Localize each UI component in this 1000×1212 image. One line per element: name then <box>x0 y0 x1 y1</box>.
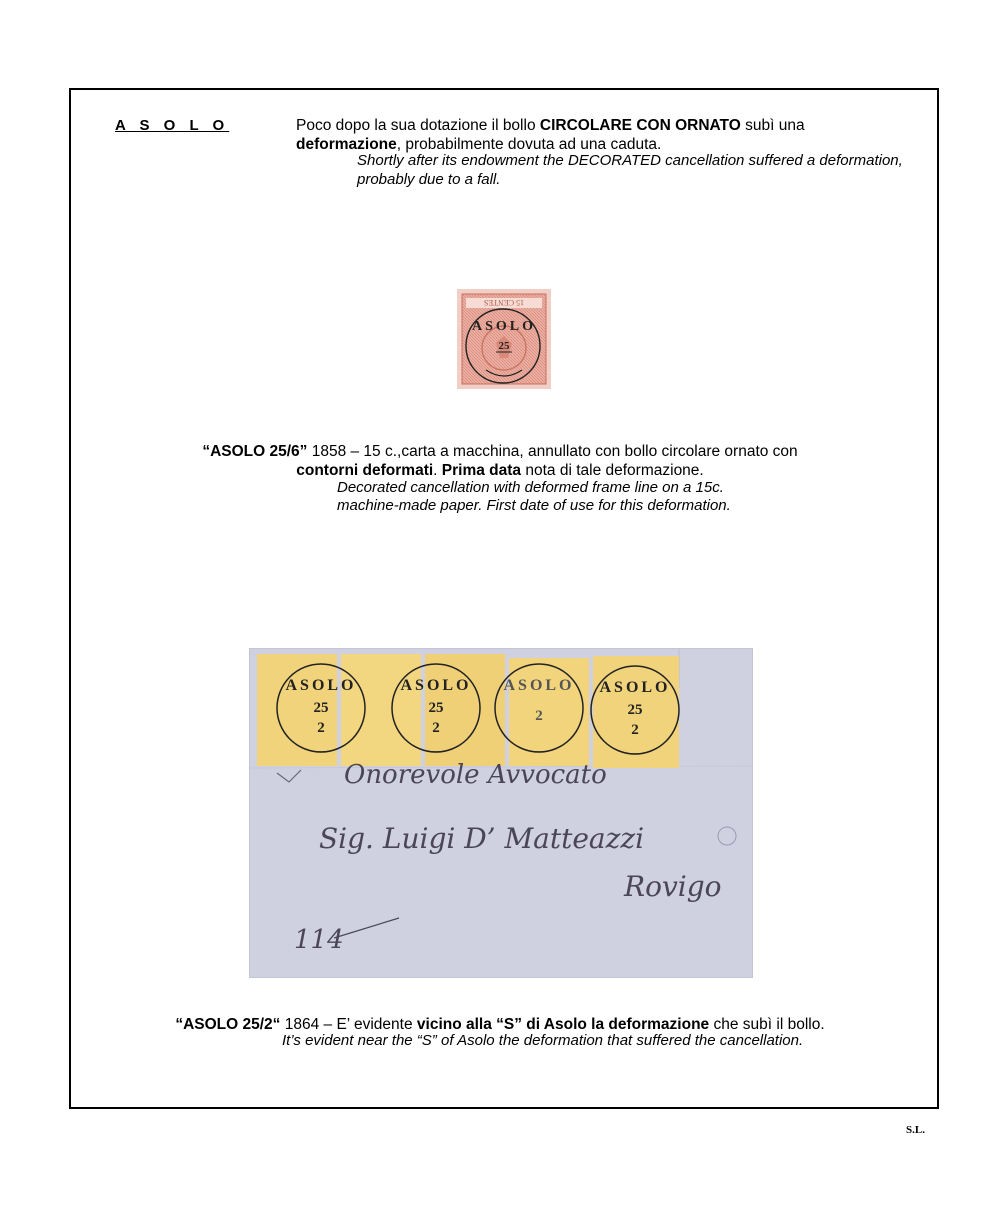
cover-month-2: 2 <box>432 720 440 736</box>
cover-month-4: 2 <box>631 722 639 738</box>
cover-month-1: 2 <box>317 720 325 736</box>
cover-note: 114 <box>294 925 344 955</box>
caption1-english <box>337 479 757 515</box>
caption2-text-1: 1864 – E’ evidente <box>280 1016 417 1033</box>
cover-address-line3: Rovigo <box>624 870 722 903</box>
intro-text-2: subì una <box>740 117 805 134</box>
single-stamp-image <box>456 288 552 390</box>
caption1-english-line2: machine-made paper. First date of use for this deformation. <box>337 497 731 514</box>
intro-bold-1: CIRCOLARE CON ORNATO <box>539 117 741 134</box>
svg-text:15 CENTES: 15 CENTES <box>483 298 525 307</box>
cover-letter-image <box>249 648 753 978</box>
intro-english <box>357 151 917 189</box>
caption1-bold-3: Prima data <box>441 462 522 479</box>
intro-english-line2: probably due to a fall. <box>357 171 501 188</box>
intro-italian <box>296 116 906 154</box>
caption1-bold-1: “ASOLO 25/6” <box>202 443 308 460</box>
caption1-bold-2: contorni deformati <box>296 462 434 479</box>
caption2-bold-1: “ASOLO 25/2“ <box>175 1016 281 1033</box>
caption2-bold-2: vicino alla “S” di Asolo la deformazione <box>416 1016 710 1033</box>
intro-bold-2: deformazione <box>296 136 397 153</box>
stamp1-postmark-day: 25 <box>498 340 510 352</box>
page-title: A S O L O <box>115 117 230 134</box>
cover-month-3: 2 <box>535 708 543 724</box>
cover-address-line2: Sig. Luigi D’ Matteazzi <box>319 822 645 855</box>
stamp1-postmark-text: ASOLO <box>471 319 537 334</box>
cover-postmark-3: ASOLO <box>503 677 575 694</box>
caption1-text-3: nota di tale deformazione. <box>521 462 704 479</box>
cover-address-line1: Onorevole Avvocato <box>344 760 607 790</box>
caption-single-stamp <box>200 442 800 480</box>
signature: S.L. <box>906 1124 925 1136</box>
cover-postmark-2: ASOLO <box>400 677 472 694</box>
cover-day-2: 25 <box>428 700 444 716</box>
intro-text-1: Poco dopo la sua dotazione il bollo <box>296 117 540 134</box>
caption1-english-line1: Decorated cancellation with deformed frame line on a 15c. <box>337 479 724 496</box>
cover-postmark-1: ASOLO <box>285 677 357 694</box>
caption2-english: It’s evident near the “S” of Asolo the deformation that suffered the cancellation. <box>282 1032 804 1049</box>
caption1-text-1: 1858 – 15 c.,carta a macchina, annullato con bollo circolare ornato con <box>307 443 798 460</box>
cover-day-4: 25 <box>627 702 643 718</box>
intro-english-line1: Shortly after its endowment the DECORATED cancellation suffered a deformation, <box>357 152 903 169</box>
caption1-text-2: . <box>433 462 442 479</box>
cover-day-1: 25 <box>313 700 329 716</box>
intro-text-3: , probabilmente dovuta ad una caduta. <box>396 136 662 153</box>
cover-postmark-4: ASOLO <box>599 679 671 696</box>
caption2-text-2: che subì il bollo. <box>709 1016 825 1033</box>
